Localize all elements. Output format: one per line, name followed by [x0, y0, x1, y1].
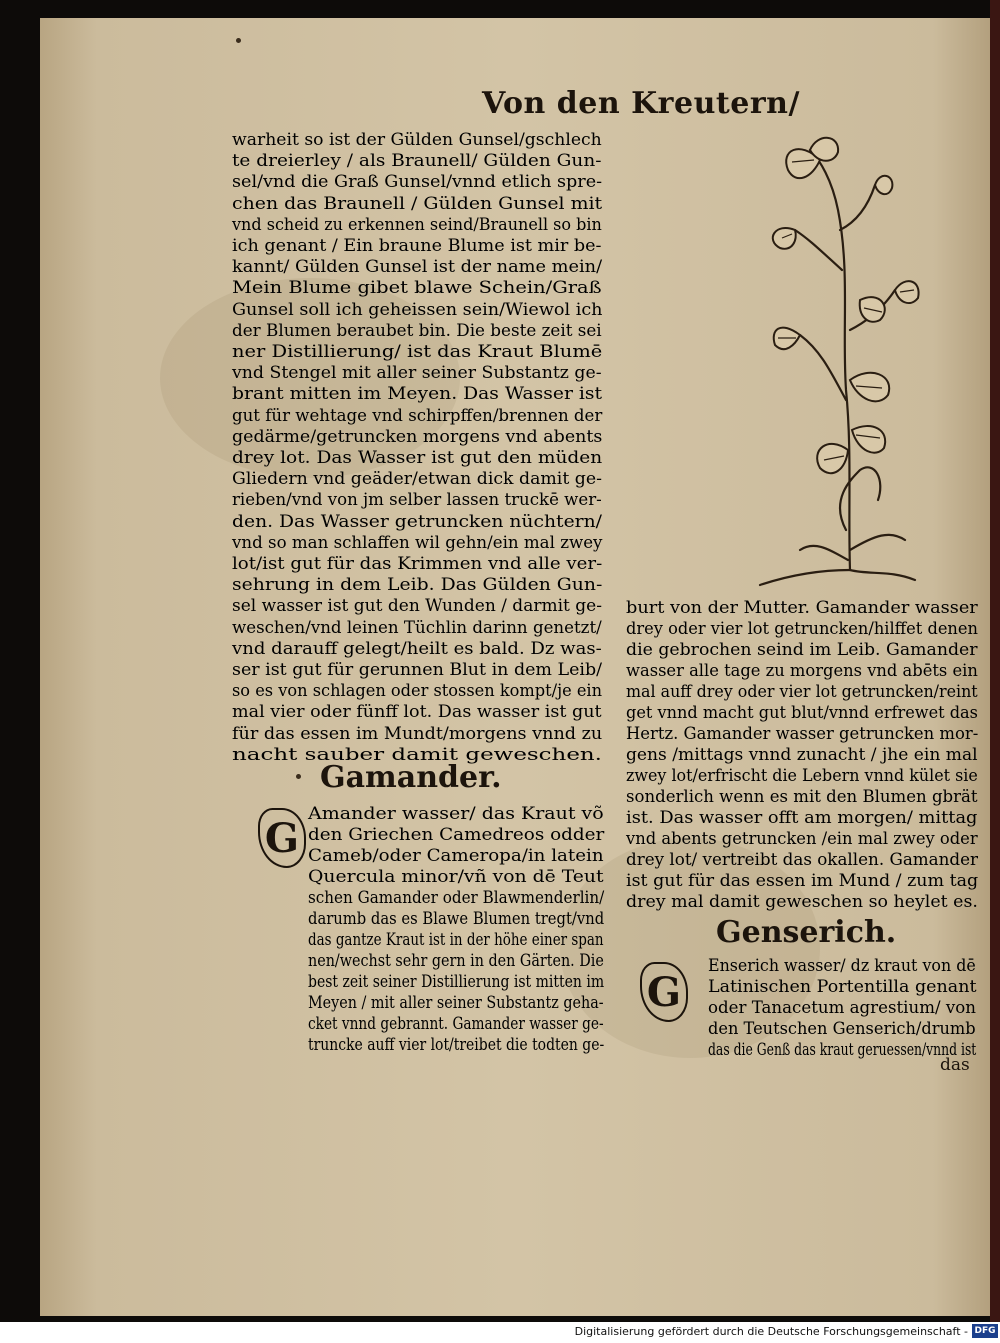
text-line: burt von der Mutter. Gamander wasser [626, 598, 978, 617]
text-line: den Griechen Camedreos odder [308, 825, 605, 844]
text-line: Gunsel soll ich geheissen sein/Wiewol ich [232, 299, 603, 319]
section-heading-gamander: Gamander. [320, 760, 502, 795]
text-line: weschen/vnd leinen Tüchlin darinn genetzt/ [232, 617, 602, 637]
text-line: Enserich wasser/ dz kraut von dē [708, 956, 976, 975]
text-line: wasser alle tage zu morgens vnd abēts ein [626, 661, 978, 680]
text-line: gedärme/getruncken morgens vnd abents [232, 426, 603, 446]
text-line: brant mitten im Meyen. Das Wasser ist [232, 384, 602, 404]
section-heading-genserich: Genserich. [716, 915, 897, 950]
running-head: Von den Kreutern/ [482, 86, 800, 121]
text-line: te dreierley / als Braunell/ Gülden Gun- [232, 151, 602, 171]
text-line: darumb das es Blawe Blumen tregt/vnd [308, 909, 605, 928]
text-line: für das essen im Mundt/morgens vnnd zu [232, 723, 603, 743]
dfg-logo: DFG [972, 1324, 998, 1338]
text-line: das die Genß das kraut geruessen/vnnd ist [708, 1040, 977, 1059]
text-line: Mein Blume gibet blawe Schein/Graß [232, 278, 602, 298]
binding-edge [990, 0, 1000, 1322]
text-line: mal vier oder fünff lot. Das wasser ist gut [232, 702, 602, 722]
ink-dot [296, 774, 301, 779]
text-line: gut für wehtage vnd schirpffen/brennen der [232, 405, 603, 425]
text-line: ner Distillierung/ ist das Kraut Blumē [232, 342, 603, 361]
text-line: schen Gamander oder Blawmenderlin/ [308, 888, 605, 907]
funding-credit: Digitalisierung gefördert durch die Deutsche Forschungsgemeinschaft - [574, 1325, 968, 1338]
text-line: rieben/vnd von jm selber lassen truckē wer- [232, 490, 602, 510]
text-line: drey lot/ vertreibt das okallen. Gamander [626, 850, 979, 869]
catchword: das [940, 1055, 970, 1075]
text-line: drey oder vier lot getruncken/hilffet denen [626, 619, 978, 638]
text-line: vnd scheid zu erkennen seind/Braunell so bin [232, 214, 602, 234]
text-line: gens /mittags vnnd zunacht / jhe ein mal [626, 745, 978, 764]
text-line: ist. Das wasser offt am morgen/ mittag [626, 808, 978, 827]
text-line: der Blumen beraubet bin. Die beste zeit sei [232, 320, 602, 340]
text-line: das gantze Kraut ist in der höhe einer span [308, 930, 604, 949]
text-line: vnd darauff gelegt/heilt es bald. Dz was- [232, 638, 602, 658]
text-line: nen/wechst sehr gern in den Gärten. Die [308, 951, 604, 970]
text-line: Quercula minor/vñ von dē Teut [308, 867, 604, 886]
text-line: kannt/ Gülden Gunsel ist der name mein/ [232, 257, 603, 277]
text-line: Hertz. Gamander wasser getruncken mor- [626, 724, 979, 743]
text-line: oder Tanacetum agrestium/ von [708, 998, 976, 1017]
text-line: Meyen / mit aller seiner Substantz geha- [308, 993, 604, 1012]
text-line: chen das Braunell / Gülden Gunsel mit [232, 193, 603, 213]
ink-dot [236, 38, 241, 43]
text-line: zwey lot/erfrischt die Lebern vnnd kület sie [626, 766, 978, 785]
text-line: warheit so ist der Gülden Gunsel/gschlech [232, 130, 602, 149]
text-line: lot/ist gut für das Krimmen vnd alle ver- [232, 554, 603, 573]
text-line: sel wasser ist gut den Wunden / darmit ge- [232, 596, 602, 616]
text-line: sehrung in dem Leib. Das Gülden Gun- [232, 575, 603, 595]
decorated-initial: G [258, 808, 306, 868]
text-line: den Teutschen Genserich/drumb [708, 1019, 976, 1038]
text-line: mal auff drey oder vier lot getruncken/reint [626, 682, 978, 701]
text-line: best zeit seiner Distillierung ist mitten im [308, 972, 605, 991]
text-line: Cameb/oder Cameropa/in latein [308, 846, 604, 865]
text-line: vnd abents getruncken /ein mal zwey oder [626, 829, 978, 848]
text-line: drey mal damit geweschen so heylet es. [626, 892, 978, 911]
text-line: sonderlich wenn es mit den Blumen gbrät [626, 787, 978, 806]
text-line: so es von schlagen oder stossen kompt/je ein [232, 681, 603, 701]
text-line: Latinischen Portentilla genant [708, 977, 977, 996]
plant-woodcut-illustration [700, 130, 930, 590]
decorated-initial: G [640, 962, 688, 1022]
text-line: vnd so man schlaffen wil gehn/ein mal zwey [232, 532, 603, 552]
text-line: get vnnd macht gut blut/vnnd erfrewet das [626, 703, 978, 722]
text-line: ist gut für das essen im Mund / zum tag [626, 871, 979, 890]
text-line: den. Das Wasser getruncken nüchtern/ [232, 511, 602, 531]
text-line: drey lot. Das Wasser ist gut den müden [232, 448, 603, 467]
text-line: Gliedern vnd geäder/etwan dick damit ge- [232, 469, 602, 489]
text-line: truncke auff vier lot/treibet die todten ge- [308, 1035, 605, 1054]
text-line: nacht sauber damit geweschen. [232, 744, 602, 764]
text-line: ich genant / Ein braune Blume ist mir be- [232, 236, 602, 255]
text-line: vnd Stengel mit aller seiner Substantz ge- [232, 363, 602, 383]
text-line: die gebrochen seind im Leib. Gamander [626, 640, 978, 659]
text-line: sel/vnd die Graß Gunsel/vnnd etlich spre- [232, 172, 603, 192]
text-line: cket vnnd gebrannt. Gamander wasser ge- [308, 1014, 604, 1033]
text-line: Amander wasser/ das Kraut võ [308, 804, 604, 823]
text-line: ser ist gut für gerunnen Blut in dem Leib/ [232, 660, 603, 679]
